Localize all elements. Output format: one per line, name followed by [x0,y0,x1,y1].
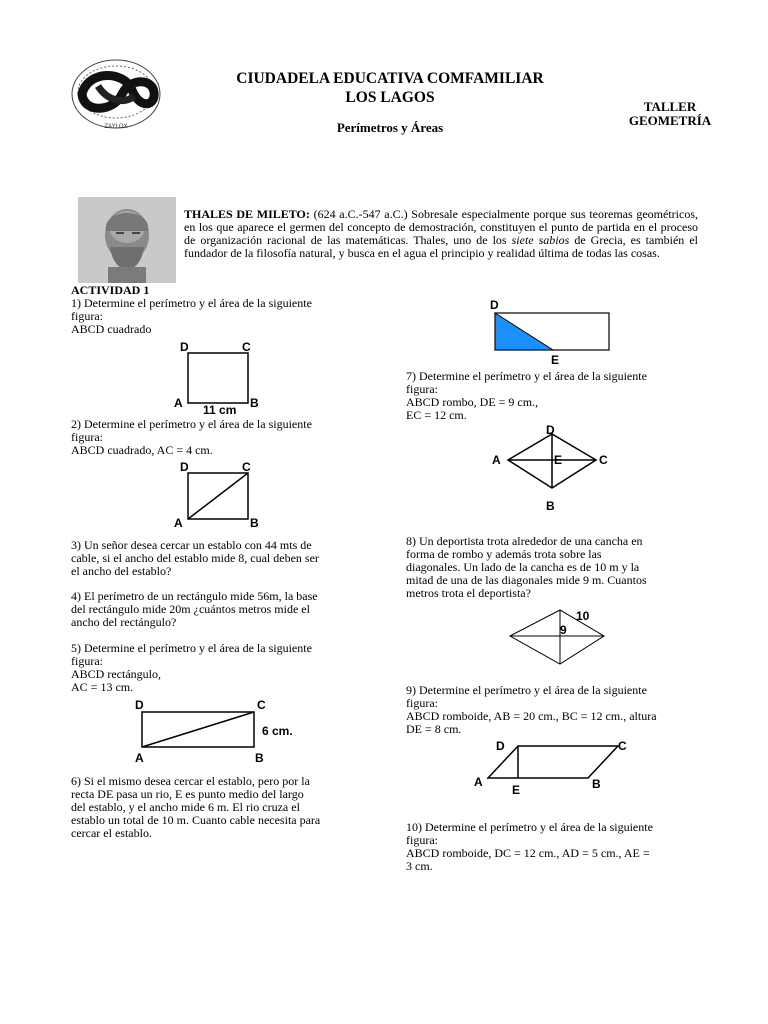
fig7-label-d: D [546,424,555,437]
figure-2-square-diagonal [170,458,270,532]
question-10: 10) Determine el perímetro y el área de la siguiente figura: ABCD romboide, DC = 12 cm., AD = 5 cm., AE = 3 cm. [406,820,653,873]
thales-text-italic: siete sabios [511,233,570,247]
fig9-label-a: A [474,775,483,789]
fig5-dim: 6 cm. [262,724,293,738]
question-9: 9) Determine el perímetro y el área de la siguiente figura: ABCD romboide, AB = 20 cm., BC = 12 cm., altura DE = 8 cm. [406,683,657,736]
figure-8-field [500,606,610,670]
fig1-label-a: A [174,396,183,410]
taller-label: TALLER [643,99,697,114]
figure-7-rhombus [488,424,618,514]
fig5-label-b: B [255,751,264,765]
fig5-label-a: A [135,751,144,765]
school-name-line1: CIUDADELA EDUCATIVA COMFAMILIAR [236,70,544,87]
figure-1-square [170,340,270,416]
fig1-label-c: C [242,340,251,354]
fig1-label-b: B [250,396,259,410]
thales-name: THALES DE MILETO: [184,207,310,221]
question-2: 2) Determine el perímetro y el área de la siguiente figura: ABCD cuadrado, AC = 4 cm. [71,417,312,457]
question-3: 3) Un señor desea cercar un establo con 44 mts de cable, si el ancho del establo mide 8, cual deben ser el ancho del establo? [71,538,319,578]
question-7: 7) Determine el perímetro y el área de la siguiente figura: ABCD rombo, DE = 9 cm., EC = 12 cm. [406,369,647,422]
activity-title: ACTIVIDAD 1 [71,283,150,297]
fig7-label-b: B [546,499,555,513]
school-logo [68,56,164,132]
thales-text-a: (624 a.C.-547 a.C.) Sobresale especialmente porque sus teoremas geométricos, en los que aparece el germen del concepto de demostración, constituyen el punto de partida en el proceso de organización racional de las matemáticas. Thales, uno de los [184,207,698,247]
fig6-label-d: D [490,298,499,312]
fig2-label-a: A [174,516,183,530]
river-triangle [495,313,553,350]
fig2-label-b: B [250,516,259,530]
thales-portrait [78,197,176,283]
figure-6-establo [485,298,620,370]
fig7-label-e: E [554,453,563,467]
fig8-half: 9 [560,623,567,637]
question-5: 5) Determine el perímetro y el área de la siguiente figura: ABCD rectángulo, AC = 13 cm. [71,641,312,694]
question-8: 8) Un deportista trota alrededor de una cancha en forma de rombo y además trota sobre las diagonales. Un lado de la cancha es de 10 m y la mitad de una de las diagonales mide 9 m. Cuantos metros trota el deportista? [406,534,647,600]
fig5-label-c: C [257,698,266,712]
geometria-label: GEOMETRÍA [628,113,712,128]
svg-text:ZAYLOX: ZAYLOX [104,124,128,130]
fig9-label-e: E [512,783,521,797]
fig7-label-c: C [599,453,608,467]
fig1-label-d: D [180,340,189,354]
thales-intro [184,208,698,260]
school-name-line2: LOS LAGOS [345,89,435,106]
subject-title: Perímetros y Áreas [336,120,444,135]
fig9-label-c: C [618,739,627,753]
question-6: 6) Si el mismo desea cercar el establo, pero por la recta DE pasa un rio, E es punto medio del largo del establo, y el ancho mide 6 m. El rio cruza el establo un total de 10 m. Cuanto cable necesita para cercar el establo. [71,774,321,840]
fig5-label-d: D [135,698,144,712]
fig9-label-d: D [496,739,505,753]
fig2-label-c: C [242,460,251,474]
fig7-label-a: A [492,453,501,467]
fig2-label-d: D [180,460,189,474]
fig9-label-b: B [592,777,601,791]
fig1-dim: 11 cm [203,403,237,416]
question-1: 1) Determine el perímetro y el área de la siguiente figura: ABCD cuadrado [71,296,312,336]
question-4: 4) El perímetro de un rectángulo mide 56m, la base del rectángulo mide 20m ¿cuántos metros mide el ancho del rectángulo? [71,589,318,629]
figure-5-rectangle [125,696,305,766]
figure-9-parallelogram [470,736,640,800]
fig6-label-e: E [551,353,560,367]
fig8-side: 10 [576,609,590,623]
thales-text-b: de Grecia, es también el fundador de la filosofía natural, y busca en el agua el principio y realidad última de todas las cosas. [184,233,698,260]
